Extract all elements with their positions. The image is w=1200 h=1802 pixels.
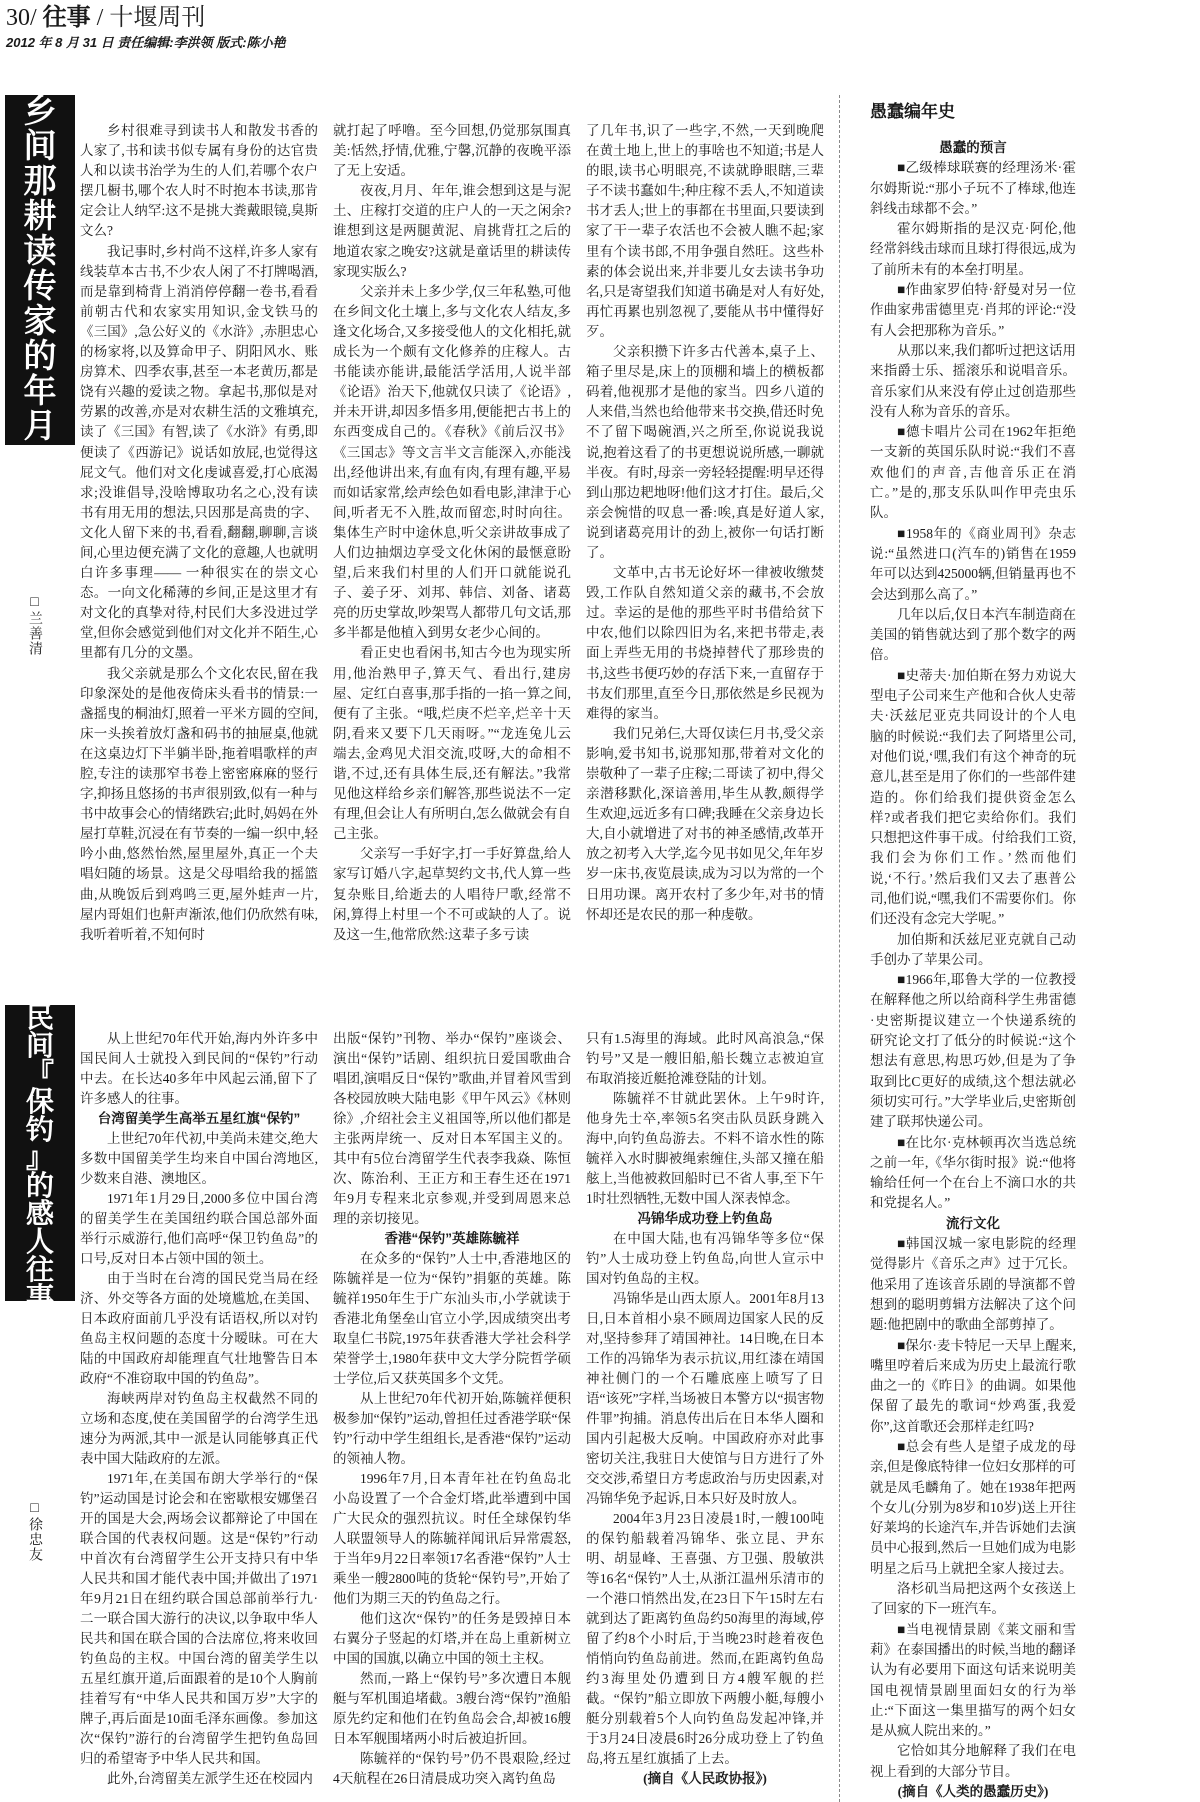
paragraph: 此外,台湾留美左派学生还在校园内 (107, 1770, 313, 1786)
title-char: 』 (25, 1142, 54, 1174)
main-articles (0, 95, 840, 1802)
title-char: 年 (23, 374, 57, 410)
paragraph: 了几年书,识了一些字,不然,一天到晚爬在黄土地上,世上的事啥也不知道;书是人的眼,读书心明眼亮,不读就睁眼瞎,三辈子不读书蠢如牛;种庄稼不丢人,不知道读书才丢人;世上的事都在书里面,只要读到家了干一辈子农活也不会被人瞧不起;家里有个读书郎,不用争强自然旺。这些朴素的体会说出来,并非要儿女去读书争功名,只是寄望我们知道书确是对人有好处,再忙再累也别忽视了,要能从书中懂得好歹。 (586, 123, 824, 339)
paragraph: 文革中,古书无论好坏一律被收缴焚毁,工作队自然知道父亲的藏书,不会放过。幸运的是他的那些平时书借给贫下中农,他们以除四旧为名,来把书带走,表面上弄些无用的书烧掉替代了那珍贵的书,这些书便巧妙的存活下来,一直留存于书友们那里,直至今日,那依然是乡民视为难得的家当。 (586, 565, 824, 721)
title-char: 家 (23, 304, 57, 340)
article1-body (75, 95, 824, 945)
paragraph: 霍尔姆斯指的是汉克·阿伦,他经常斜线击球而且球打得很远,成为了前所未有的本垒打明星。 (870, 221, 1076, 277)
paragraph: 我父亲就是那么个文化农民,留在我印象深处的是他夜倚床头看书的情景:一盏摇曳的桐油灯,照着一平米方圆的空间,床一头挨着放灯盏和码书的抽屉桌,他就在这桌边灯下半躺半卧,拖着唱歌样的声腔,专注的读那窄书卷上密密麻麻的竖行字,抑扬且悠扬的书声很别致,似有一种与书中故事会心的情绪跌宕;此时,妈妈在外屋打草鞋,沉浸在有节奏的一编一织中,轻吟小曲,悠然怡然,屋里屋外,真正一个夫唱妇随的场景。这是父母唱给我的摇篮曲,从晚饭后到鸡鸣三更,屋外蛙声一片,屋内哥姐们也鼾声渐浓,他们仍欣然有味,我听着听着,不知何时 (80, 665, 318, 942)
page-header (0, 0, 1200, 95)
subheading: 台湾留美学生高举五星红旗“保钓” (97, 1110, 301, 1126)
source-note: (摘自《人民政协报》) (643, 1770, 767, 1786)
date-editor-line: 2012 年 8 月 31 日 责任编辑:李洪领 版式:陈小艳 (6, 35, 286, 50)
paragraph: 几年以后,仅日本汽车制造商在美国的销售就达到了那个数字的两倍。 (870, 606, 1076, 663)
paragraph: 它恰如其分地解释了我们在电视上看到的大部分节目。 (870, 1743, 1076, 1779)
sidebar-title: 愚蠢编年史 (870, 102, 955, 121)
article1-title-strip (0, 95, 75, 656)
paragraph: ■1966年,耶鲁大学的一位教授在解释他之所以给商科学生弗雷德·史密斯提议建立一个快递系统的研究论文打了低分的时候说:“这个想法有意思,构思巧妙,但是为了争取到比C更好的成绩,这个想法就必须切实可行。”大学毕业后,史密斯创建了联邦快递公司。 (870, 972, 1076, 1130)
paragraph: 只有1.5海里的海域。此时风高浪急,“保钓号”又是一艘旧船,船长魏立志被迫宣布取消接近艇抢滩登陆的计划。 (586, 1030, 824, 1086)
text-column (80, 1029, 318, 1789)
article2 (0, 1002, 829, 1789)
text-column (333, 1029, 571, 1789)
title-char: 的 (25, 1170, 54, 1202)
text-column (586, 1029, 824, 1789)
source-note: (摘自《人类的愚蠢历史》) (897, 1784, 1049, 1800)
page-body (0, 95, 1200, 1802)
sidebar-column (840, 95, 1076, 1802)
page-number: 30/ (6, 5, 37, 31)
title-char: 事 (25, 1282, 54, 1314)
article2-author: □徐忠友 (27, 1500, 42, 1562)
title-char: 传 (23, 269, 57, 305)
paragraph: 我们兄弟仨,大哥仅读仨月书,受父亲影响,爱书知书,说那知那,带着对文化的崇敬种了一辈子庄稼;二哥读了初中,得父亲潜移默化,深谙善用,毕生从教,颇得学生欢迎,远近多有口碑;我睡在父亲身边长大,自小就增进了对书的神圣感情,改革开放之初考入大学,迄今见书如见父,年年岁岁一床书,夜览晨读,成为习以为常的一个日用功课。离开农村了多少年,对书的情怀却还是农民的那一种虔敬。 (586, 725, 824, 922)
title-char: 『 (25, 1058, 54, 1090)
text-column (80, 121, 318, 945)
paragraph: ■当电视情景剧《莱文丽和雪莉》在泰国播出的时候,当地的翻译认为有必要用下面这句话来说明美国电视情景剧里面妇女的行为举止:“下面这一集里描写的两个妇女是从疯人院出来的。” (870, 1621, 1076, 1739)
paragraph: ■作曲家罗伯特·舒曼对另一位作曲家弗雷德里克·肖邦的评论:“没有人会把那称为音乐。” (870, 282, 1076, 338)
subheading: 流行文化 (946, 1215, 1000, 1231)
paragraph: 我记事时,乡村尚不这样,许多人家有线装草本古书,不少农人闲了不打牌喝酒,而是靠到椅背上消消停停翻一卷书,看看前朝古代和农家实用知识,金戈铁马的《三国》,急公好义的《水浒》,赤胆忠心的杨家将,以及算命甲子、阴阳风水、账房算术、四季农事,甚至一本老黄历,都是饶有兴趣的爱读之物。拿起书,那似是对劳累的改善,亦是对农耕生活的文雅填充,读了《三国》有智,读了《水浒》有勇,即便读了《西游记》说话如放屁,也觉得这屁文气。他们对文化虔诚喜爱,打心底渴求;没谁倡导,没啥博取功名之心,没有读书有用无用的想法,只因那是高贵的字、文化人留下来的书,看看,翻翻,聊聊,言谈间,心里边便充满了文化的意趣,人也就明白许多事理—— 一种很实在的崇文心态。一向文化稀薄的乡间,正是这里才有对文化的真挚对待,村民们大多没进过学堂,但你会感觉到他们对文化并不陌生,心里都有几分的文墨。 (80, 243, 318, 661)
paragraph: 由于当时在台湾的国民党当局在经济、外交等各方面的处境尴尬,在美国、日本政府面前几乎没有话语权,所以对钓鱼岛主权问题的态度十分暧昧。可在大陆的中国政府却能理直气壮地警告日本政府“不准窃取中国的钓鱼岛”。 (80, 1270, 318, 1386)
header-separator: / (96, 5, 104, 31)
paragraph: ■史蒂夫·加伯斯在努力劝说大型电子公司来生产他和合伙人史蒂夫·沃兹尼亚克共同设计的个人电脑的时候说:“我们去了阿塔里公司,对他们说,‘嘿,我们有这个神奇的玩意儿,甚至是用了你们的一些部件建造的。你们给我们提供资金怎么样?或者我们把它卖给你们。我们只想把这件事干成。付给我们工资,我们会为你们工作。’然而他们说,‘不行。’然后我们又去了惠普公司,他们说,“嘿,我们不需要你们。你们还没有念完大学呢。” (870, 667, 1076, 927)
paragraph: 乡村很难寻到读书人和散发书香的人家了,书和读书似专属有身份的达官贵人和以读书治学为生的人们,若哪个农户摆几橱书,哪个农人时不时抱本书读,那肯定会让人纳罕:这不是挑大粪戴眼镜,臭斯文么? (80, 123, 318, 239)
paragraph: ■韩国汉城一家电影院的经理觉得影片《音乐之声》过于冗长。他采用了连该音乐剧的导演都不曾想到的聪明剪辑方法解决了这个问题:他把剧中的歌曲全部剪掉了。 (870, 1236, 1076, 1333)
article1 (0, 95, 829, 945)
paragraph: ■在比尔·克林顿再次当选总统之前一年,《华尔街时报》说:“他将输给任何一个在台上不滴口水的共和党提名人。” (870, 1134, 1076, 1211)
title-char: 保 (25, 1086, 54, 1118)
paragraph: 看正史也看闲书,知古今也为现实所用,他治熟甲子,算天气、看出行,建房屋、定红白喜事,那手指的一掐一算之间,便有了主张。“哦,烂庚不烂辛,烂辛十天阴,看来又要下几天雨呀。”“龙连兔儿云端去,金鸡见犬泪交流,哎呀,大的命相不谐,不过,还有具体生辰,还有解法。”我常见他这样给乡亲们解答,那些说法不一定有理,但会让人有所明白,怎么做就会有自己主张。 (333, 645, 571, 842)
title-char: 月 (23, 409, 57, 445)
article2-title-strip (0, 1002, 75, 1562)
paragraph: 陈毓祥的“保钓号”仍不畏艰险,经过4天航程在26日清晨成功突入离钓鱼岛 (333, 1750, 571, 1786)
paragraph: ■总会有些人是望子成龙的母亲,但是像底特律一位妇女那样的可就是凤毛麟角了。她在1938年把两个女儿(分别为8岁和10岁)送上开往好莱坞的长途汽车,并告诉她们去演员中心报到,然后一旦她们成为电影明星之后马上就把全家人接过去。 (870, 1439, 1076, 1576)
paragraph: 加伯斯和沃兹尼亚克就自己动手创办了苹果公司。 (870, 931, 1076, 967)
paragraph: ■德卡唱片公司在1962年拒绝一支新的英国乐队时说:“我们不喜欢他们的声音,吉他音乐正在消亡。”是的,那支乐队叫作甲壳虫乐队。 (870, 424, 1076, 521)
subheading: 香港“保钓”英雄陈毓祥 (384, 1230, 520, 1246)
text-column (333, 121, 571, 945)
article1-title (5, 95, 75, 445)
subheading: 愚蠢的预言 (939, 140, 1007, 155)
paragraph: 父亲并未上多少学,仅三年私塾,可他在乡间文化土壤上,多与文化农人结友,多逢文化场合,又多接受他人的文化相托,就成长为一个颇有文化修养的庄稼人。古书能读亦能讲,最能活学活用,人说半部《论语》治天下,他就仅只读了《论语》,并未开讲,却因多悟多用,便能把古书上的东西变成自己的。《春秋》《前后汉书》《三国志》等文言半文言能深入,亦能浅出,经他讲出来,有血有肉,有理有趣,平易而如话家常,绘声绘色如看电影,津津于心间,听者无不入胜,故而留恋,时时向往。集体生产时中途休息,听父亲讲故事成了人们边抽烟边享受文化休闲的最惬意盼望,后来我们村里的人们开口就能说孔子、姜子牙、刘邦、韩信、刘备、诸葛亮的历史掌故,吵架骂人都带几句文话,那多半都是他植入到男女老少心间的。 (333, 283, 571, 641)
paragraph: 从上世纪70年代初开始,陈毓祥便积极参加“保钓”运动,曾担任过香港学联“保钓”行动中学生组组长,是香港“保钓”运动的领袖人物。 (333, 1390, 571, 1466)
paragraph: ■乙级棒球联赛的经理汤米·霍尔姆斯说:“那小子玩不了棒球,他连斜线击球都不会。” (870, 160, 1076, 216)
paragraph: 2004年3月23日凌晨1时,一艘100吨的保钓船载着冯锦华、张立昆、尹东明、胡显峰、王喜强、方卫强、殷敏洪等16名“保钓”人士,从浙江温州乐清市的一个港口悄然出发,在23日下午15时左右就到达了距离钓鱼岛约50海里的海域,停留了约8个小时后,于当晚23时趁着夜色悄悄向钓鱼岛前进。然而,在距离钓鱼岛约3海里处仍遭到日方4艘军舰的拦截。“保钓”船立即放下两艘小艇,每艘小艇分别载着5个人向钓鱼岛发起冲锋,并于3月24日凌晨6时26分成功登上了钓鱼岛,将五星红旗插了上去。 (586, 1510, 824, 1766)
paragraph: 1971年,在美国布朗大学举行的“保钓”运动国是讨论会和在密歇根安娜堡召开的国是大会,两场会议都辩论了中国在联合国的代表权问题。这是“保钓”行动中首次有台湾留学生公开支持只有中华人民共和国才能代表中国;并做出了1971年9月21日在纽约联合国总部前举行九·二一联合国大游行的决议,以争取中华人民共和国在联合国的合法席位,将来收回钓鱼岛的主权。中国台湾的留美学生以五星红旗开道,后面跟着的是10个人胸前挂着写有“中华人民共和国万岁”大字的牌子,再后面是10面毛泽东画像。参加这次“保钓”游行的台湾留学生把钓鱼岛回归的希望寄予中华人民共和国。 (80, 1470, 318, 1766)
paragraph: 1996年7月,日本青年社在钓鱼岛北小岛设置了一个合金灯塔,此举遭到中国广大民众的强烈抗议。时任全球保钓华人联盟领导人的陈毓祥闻讯后异常震怒,于当年9月22日率领17名香港“保钓”人士乘坐一艘2800吨的货轮“保钓号”,开始了他们为期三天的钓鱼岛之行。 (333, 1470, 571, 1606)
paragraph: 然而,一路上“保钓号”多次遭日本舰艇与军机围追堵截。3艘台湾“保钓”渔船原先约定和他们在钓鱼岛会合,却被16艘日本军舰围堵两小时后被迫折回。 (333, 1670, 571, 1746)
article1-author: □兰善清 (27, 595, 42, 656)
paragraph: ■保尔·麦卡特尼一天早上醒来,嘴里哼着后来成为历史上最流行歌曲之一的《昨日》的曲调。如果他保留了最先的歌词“炒鸡蛋,我爱你”,这首歌还会那样走红吗? (870, 1337, 1076, 1434)
title-char: 人 (25, 1226, 54, 1258)
subheading: 冯锦华成功登上钓鱼岛 (637, 1210, 773, 1226)
title-char: 往 (25, 1254, 54, 1286)
paragraph: 在众多的“保钓”人士中,香港地区的陈毓祥是一位为“保钓”捐躯的英雄。陈毓祥1950年生于广东汕头市,小学就读于香港北角堡垒山官立小学,因成绩突出考取皇仁书院,1975年获香港大学社会科学荣誉学士,1980年获中文大学分院哲学硕士学位,后又获英国多个文凭。 (333, 1250, 571, 1386)
title-char: 耕 (23, 199, 57, 235)
paragraph: 就打起了呼噜。至今回想,仍觉那氛围真美:恬然,抒情,优雅,宁馨,沉静的夜晚平添了无上安适。 (333, 123, 571, 179)
paragraph: 洛杉矶当局把这两个女孩送上了回家的下一班汽车。 (870, 1581, 1076, 1617)
paragraph: 出版“保钓”刊物、举办“保钓”座谈会、演出“保钓”话剧、组织抗日爱国歌曲合唱团,演唱反日“保钓”歌曲,并冒着风雪到各校园放映大陆电影《甲午风云》《林则徐》,介绍社会主义祖国等,所以他们都是主张两岸统一、反对日本军国主义的。其中有5位台湾留学生代表李我焱、陈恒次、陈治利、王正方和王春生还在1971年9月专程来北京参观,并受到周恩来总理的亲切接见。 (333, 1030, 571, 1226)
title-char: 那 (23, 164, 57, 200)
paragraph: ■1958年的《商业周刊》杂志说:“虽然进口(汽车的)销售在1959年可以达到425000辆,但销量再也不会达到那么高了。” (870, 525, 1076, 602)
paragraph: 从那以来,我们都听过把这话用来指爵士乐、摇滚乐和说唱音乐。音乐家们从来没有停止过创造那些没有人称为音乐的音乐。 (870, 342, 1076, 419)
header-title-line (6, 4, 1200, 32)
paragraph: 夜夜,月月、年年,谁会想到这是与泥土、庄稼打交道的庄户人的一天之闲余?谁想到这是两腿黄泥、肩挑背扛之后的地道农家之晚安?这就是童话里的耕读传家现实版么? (333, 183, 571, 279)
title-char: 的 (23, 339, 57, 375)
paragraph: 陈毓祥不甘就此罢休。上午9时许,他身先士卒,率领5名突击队员跃身跳入海中,向钓鱼岛游去。不料不谙水性的陈毓祥入水时脚被绳索缠住,头部又撞在船舷上,当他被救回船时已不省人事,至下午1时壮烈牺牲,无数中国人深表悼念。 (586, 1090, 824, 1206)
paragraph: 他们这次“保钓”的任务是毁掉日本右翼分子竖起的灯塔,并在岛上重新树立中国的国旗,以确立中国的领土主权。 (333, 1610, 571, 1666)
paragraph: 上世纪70年代初,中美尚未建交,绝大多数中国留美学生均来自中国台湾地区,少数来自港、澳地区。 (80, 1130, 318, 1186)
text-column (586, 121, 824, 945)
paragraph: 1971年1月29日,2000多位中国台湾的留美学生在美国纽约联合国总部外面举行示威游行,他们高呼“保卫钓鱼岛”的口号,反对日本占领中国的领土。 (80, 1190, 318, 1266)
paragraph: 父亲写一手好字,打一手好算盘,给人家写订婚八字,起草契约文书,代人算一些复杂账目,给逝去的人唱待尸歌,经常不闲,算得上村里一个不可或缺的人了。说及这一生,他常欣然:这辈子多亏读 (333, 846, 571, 942)
title-char: 乡 (23, 94, 57, 130)
title-char: 民 (25, 1002, 54, 1034)
title-char: 间 (25, 1030, 54, 1062)
paper-name: 十堰周刊 (109, 5, 206, 31)
paragraph: 冯锦华是山西太原人。2001年8月13日,日本首相小泉不顾周边国家人民的反对,坚持参拜了靖国神社。14日晚,在日本工作的冯锦华为表示抗议,用红漆在靖国神社侧门的一个石雕底座上喷写了日语“该死”字样,当场被日本警方以“损害物件罪”拘捕。消息传出后在日本华人圈和国内引起极大反响。中国政府亦对此事密切关注,我驻日大使馆与日方进行了外交交涉,希望日方考虑政治与历史因素,对冯锦华免予起诉,日本只好及时放人。 (586, 1290, 824, 1506)
paragraph: 父亲积攒下许多古代善本,桌子上、箱子里尽是,床上的顶棚和墙上的横板都码着,他视那才是他的家当。四乡八道的人来借,当然也给他带来书交换,借还时免不了留下喝碗酒,兴之所至,你说说我说说,抱着这看了的书更想说说所感,一聊就半夜。有时,母亲一旁轻轻提醒:明早还得到山那边耙地呀!他们这才打住。最后,父亲会惋惜的叹息一番:唉,真是好道人家,说到诸葛亮用计的劲上,被你一句话打断了。 (586, 344, 824, 560)
article2-title (5, 1002, 75, 1314)
title-char: 钓 (25, 1114, 54, 1146)
paragraph: 海峡两岸对钓鱼岛主权截然不同的立场和态度,使在美国留学的台湾学生迅速分为两派,其中一派是认同能够真正代表中国大陆政府的左派。 (80, 1390, 318, 1466)
paragraph: 从上世纪70年代开始,海内外许多中国民间人士就投入到民间的“保钓”行动中去。在长达40多年中风起云涌,留下了许多感人的往事。 (80, 1030, 318, 1106)
paragraph: 在中国大陆,也有冯锦华等多位“保钓”人士成功登上钓鱼岛,向世人宣示中国对钓鱼岛的主权。 (586, 1230, 824, 1286)
section-name: 往事 (42, 5, 91, 31)
title-char: 读 (23, 234, 57, 270)
article2-body (75, 1005, 824, 1789)
title-char: 间 (23, 129, 57, 165)
title-char: 感 (25, 1198, 54, 1230)
